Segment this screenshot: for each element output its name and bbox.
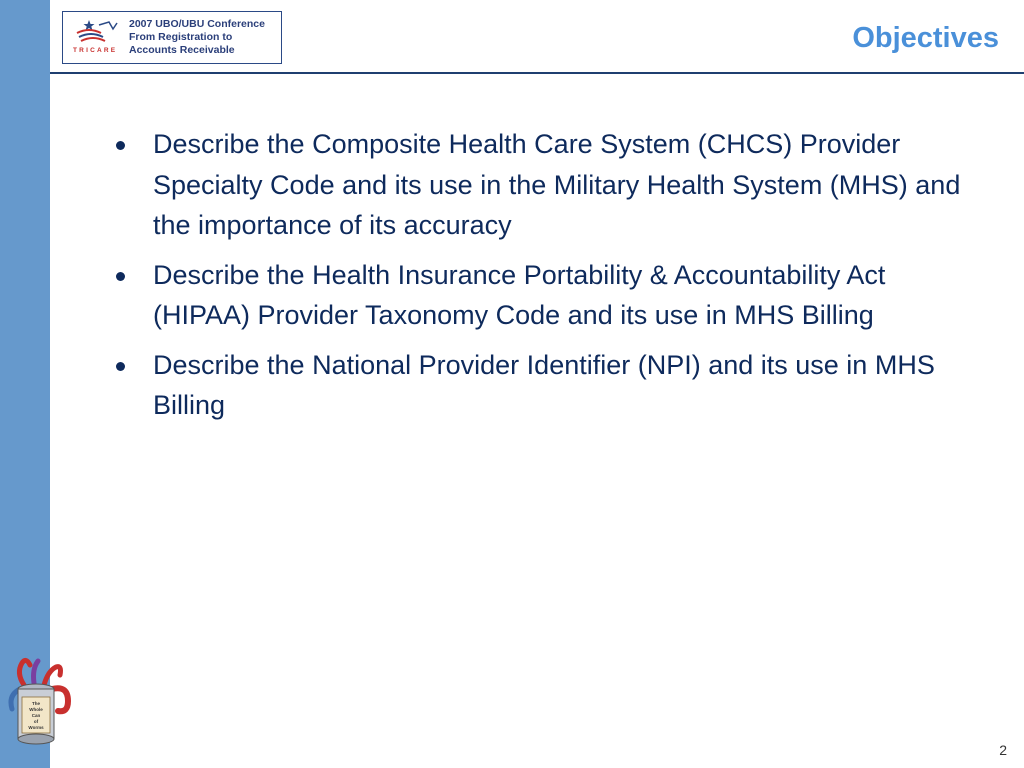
tricare-logo-icon <box>69 17 123 57</box>
conference-line-1: 2007 UBO/UBU Conference <box>129 18 265 30</box>
conference-line-2: From Registration to <box>129 31 233 43</box>
bullet-dot-icon <box>116 362 125 371</box>
conference-title <box>129 18 279 57</box>
worms-line-5: Worms <box>28 725 44 730</box>
objectives-list <box>112 124 972 435</box>
bullet-text: Describe the Health Insurance Portability & Accountability Act (HIPAA) Provider Taxonomy Code and its use in MHS Billing <box>153 259 886 330</box>
worms-line-2: Whole <box>29 707 43 712</box>
page-number: 2 <box>999 742 1007 758</box>
list-item <box>112 345 972 426</box>
left-sidebar-band <box>0 0 50 768</box>
can-of-worms-logo-icon <box>6 655 76 750</box>
worms-line-1: The <box>31 701 41 706</box>
bullet-text: Describe the National Provider Identifier (NPI) and its use in MHS Billing <box>153 349 935 420</box>
bullet-dot-icon <box>116 272 125 281</box>
worms-line-4: of <box>33 719 39 724</box>
conference-header <box>62 11 282 64</box>
bullet-dot-icon <box>116 141 125 150</box>
slide-title: Objectives <box>852 22 999 54</box>
list-item <box>112 255 972 336</box>
conference-line-3: Accounts Receivable <box>129 44 235 56</box>
bullet-text: Describe the Composite Health Care System (CHCS) Provider Specialty Code and its use in the Military Health System (MHS) and the importance of its accuracy <box>153 129 961 240</box>
tricare-wordmark: TRICARE <box>73 47 118 54</box>
worms-line-3: Can <box>31 713 41 718</box>
header-divider <box>50 72 1024 74</box>
list-item <box>112 124 972 246</box>
